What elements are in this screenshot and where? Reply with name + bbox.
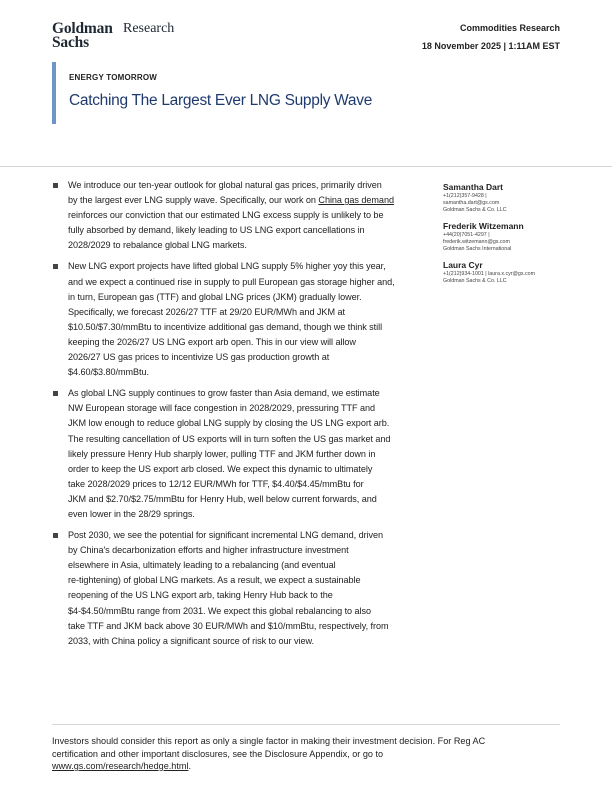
header-meta	[422, 22, 560, 52]
footer-line: certification and other important disclosures, see the Disclosure Appendix, or go to	[52, 748, 384, 759]
bullet-line: order to keep the US export arb closed. We expect this dynamic to ultimately	[68, 463, 373, 474]
footer-divider	[52, 724, 560, 725]
china-gas-demand-link[interactable]: China gas demand	[318, 195, 394, 206]
bullet-line: Post 2030, we see the potential for significant incremental LNG demand, driven	[68, 530, 384, 541]
bullet-line: take 2028/2029 prices to 12/12 EUR/MWh for TTF, $4.40/$4.45/mmBtu for	[68, 478, 364, 489]
bullet-square-icon	[53, 183, 58, 188]
header-divider	[0, 166, 612, 167]
bullet-line: JKM and $2.70/$2.75/mmBtu for Henry Hub, well below current forwards, and	[68, 493, 377, 504]
bullet-item	[52, 386, 430, 522]
bullet-line: reinforces our conviction that our estimated LNG excess supply is unlikely to be	[68, 210, 384, 221]
bullet-item	[52, 528, 430, 649]
bullet-line: and we expect a continued rise in supply to pull European gas storage higher and,	[68, 276, 395, 287]
author-entry	[443, 221, 573, 253]
page-title: Catching The Largest Ever LNG Supply Wave	[69, 92, 373, 109]
goldman-sachs-logo	[52, 20, 175, 51]
bullet-line	[68, 193, 430, 208]
footer-line	[52, 760, 552, 773]
author-phone: +1(212)357-9428 |	[443, 193, 487, 199]
bullet-line: We introduce our ten-year outlook for global natural gas prices, primarily driven	[68, 180, 382, 190]
summary-bullets	[52, 178, 430, 655]
author-list	[443, 182, 573, 292]
bullet-line: New LNG export projects have lifted global LNG supply 5% higher yoy this year,	[68, 261, 386, 272]
bullet-line: JKM low enough to reduce global LNG supply by closing the US LNG export arb.	[68, 418, 390, 429]
footer-line: Investors should consider this report as only a single factor in making their investment decision. For Reg AC	[52, 736, 486, 746]
author-email[interactable]: frederik.witzemann@gs.com	[443, 239, 510, 245]
bullet-square-icon	[53, 391, 58, 396]
author-contact[interactable]: +1(212)934-1001 | laura.x.cyr@gs.com	[443, 271, 535, 277]
bullet-line: reopening of the US LNG export arb, taking Henry Hub back to the	[68, 590, 333, 601]
disclosure-link[interactable]: www.gs.com/research/hedge.html	[52, 761, 189, 771]
author-firm: Goldman Sachs & Co. LLC	[443, 207, 507, 213]
bullet-line: fully absorbed by demand, likely leading to US LNG export cancellations in	[68, 225, 365, 236]
bullet-line: even lower in the 28/29 springs.	[68, 508, 195, 519]
author-name: Samantha Dart	[443, 182, 503, 192]
bullet-line: by China's decarbonization efforts and higher infrastructure investment	[68, 545, 349, 556]
author-phone: +44(20)7051-4297 |	[443, 232, 490, 238]
footer-period: .	[188, 761, 191, 771]
bullet-line: $10.50/$7.30/mmBtu to incentivize additional gas demand, though we think still	[68, 321, 383, 332]
bullet-square-icon	[53, 533, 58, 538]
author-entry	[443, 182, 573, 214]
bullet-line: Specifically, we forecast 2026/27 TTF at 29/20 EUR/MWh and JKM at	[68, 306, 345, 317]
bullet-line: 2026/27 US gas prices to incentivize US gas production growth at	[68, 352, 330, 363]
bullet-item	[52, 259, 430, 380]
author-name: Laura Cyr	[443, 260, 483, 270]
logo-line2: Sachs	[52, 34, 89, 51]
disclosure-footer	[52, 735, 552, 773]
author-email[interactable]: samantha.dart@gs.com	[443, 200, 500, 206]
series-kicker: ENERGY TOMORROW	[69, 73, 158, 82]
author-firm: Goldman Sachs & Co. LLC	[443, 278, 507, 284]
research-label: Research	[123, 21, 175, 36]
author-name: Frederik Witzemann	[443, 221, 524, 231]
bullet-square-icon	[53, 264, 58, 269]
logo-wordmark	[52, 22, 113, 50]
logo-line1: Goldman	[52, 20, 113, 37]
publication-date: 18 November 2025 | 1:11AM EST	[421, 41, 560, 51]
bullet-line-text: by the largest ever LNG supply wave. Specifically, our work on	[68, 195, 319, 206]
bullet-line: in turn, European gas (TTF) and global LNG prices (JKM) gradually lower.	[68, 291, 362, 302]
bullet-line: keeping the 2026/27 US LNG export arb open. This in our view will allow	[68, 336, 356, 347]
author-firm: Goldman Sachs International	[443, 246, 512, 252]
bullet-item	[52, 178, 430, 253]
bullet-line: likely pressure Henry Hub sharply lower, pulling TTF and JKM further down in	[68, 448, 376, 459]
bullet-line: NW European storage will face congestion in 2028/2029, pressuring TTF and	[68, 403, 376, 414]
author-entry	[443, 260, 573, 285]
bullet-line: $4-$4.50/mmBtu range from 2031. We expect this global rebalancing to also	[68, 605, 372, 616]
bullet-line: The resulting cancellation of US exports will in turn soften the US gas market and	[68, 433, 391, 444]
bullet-line: 2033, with China policy a significant source of risk to our view.	[68, 635, 314, 646]
bullet-line: As global LNG supply continues to grow faster than Asia demand, we estimate	[68, 388, 380, 399]
bullet-line: elsewhere in Asia, ultimately leading to a rebalancing (and eventual	[68, 560, 336, 571]
bullet-line: $4.60/$3.80/mmBtu.	[68, 367, 149, 378]
bullet-line: 2028/2029 to rebalance global LNG markets.	[68, 240, 247, 251]
bullet-line: re-tightening) of global LNG markets. As a result, we expect a sustainable	[68, 575, 361, 586]
series-name: Commodities Research	[459, 23, 560, 33]
bullet-line: take TTF and JKM back above 30 EUR/MWh and $10/mmBtu, respectively, from	[68, 620, 389, 631]
title-accent-bar	[52, 62, 56, 124]
